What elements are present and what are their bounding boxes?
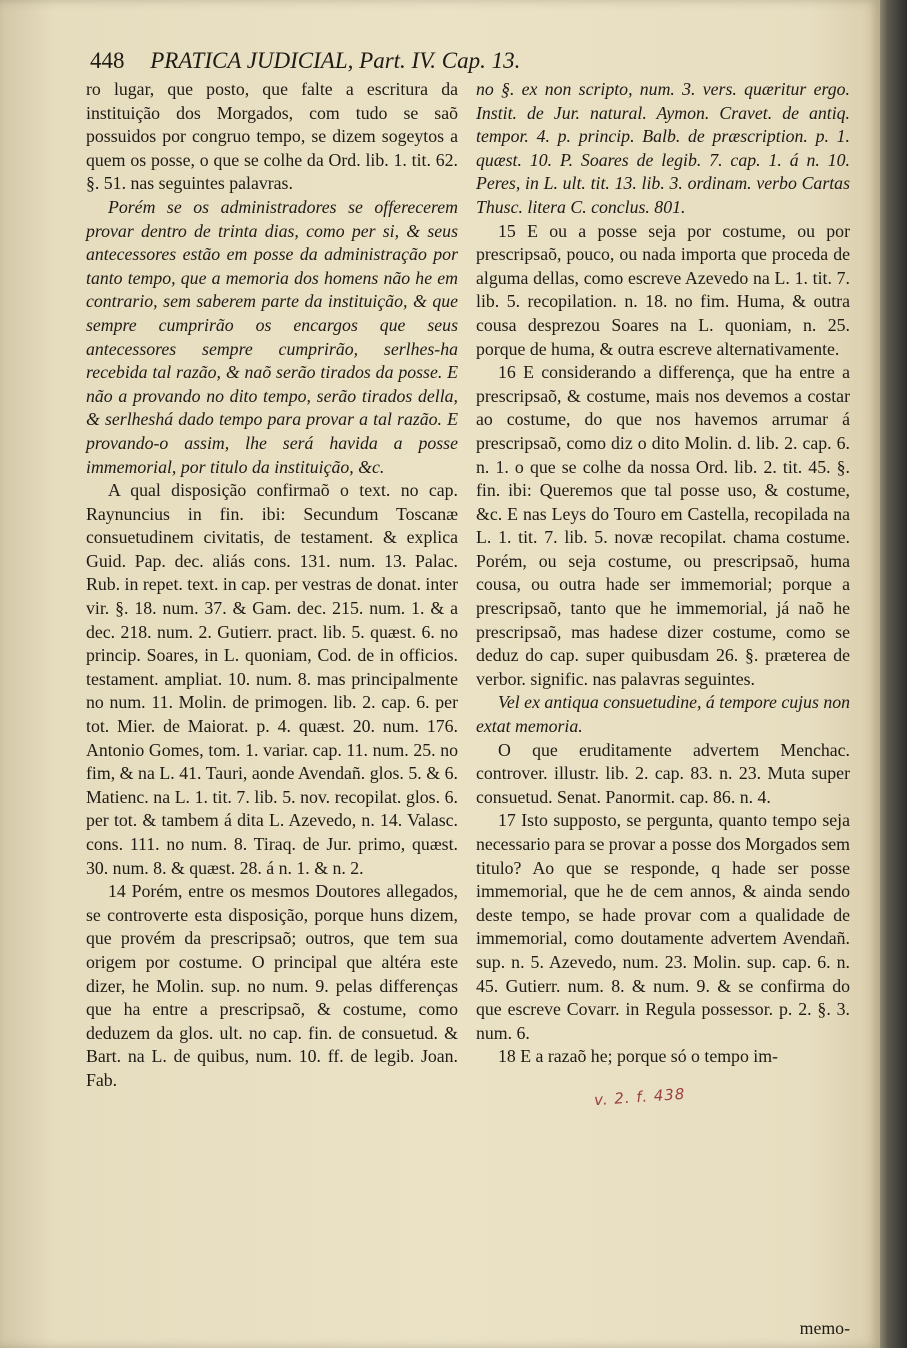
running-title: PRATICA JUDICIAL, Part. IV. Cap. 13. <box>150 48 521 73</box>
right-column <box>476 78 850 1069</box>
paragraph: O que eruditamente advertem Menchac. controver. illustr. lib. 2. cap. 83. n. 23. Muta super consuetud. Senat. Panormit. cap. 86. n. 4. <box>476 739 850 807</box>
catchword: memo- <box>799 1318 850 1338</box>
paragraph-17: 17 Isto supposto, se pergunta, quanto tempo seja necessario para se provar a posse dos Morgados sem titulo? Ao que se responde, q hade ser posse immemorial, que he de cem annos, & ainda sendo deste tempo, se hade provar com a qualidade de immemorial, como doutamente advertem Avendañ. sup. n. 5. Azevedo, num. 23. Molin. sup. cap. 6. n. 45. Gutierr. num. 8. & num. 9. & se confirma do que escreve Covarr. in Regula possessor. p. 2. §. 3. num. 6. <box>476 810 850 1043</box>
paragraph: A qual disposição confirmaõ o text. no cap. Raynuncius in fin. ibi: Secundum Toscanæ consuetudinem civitatis, de testament. & explica Guid. Pap. dec. aliás cons. 131. num. 13. Palac. Rub. in repet. text. in cap. per vestras de donat. inter vir. §. 18. num. 37. & Gam. dec. 215. num. 1. & a dec. 218. num. 2. Gutierr. pract. lib. 5. quæst. 6. no princip. Soares, in L. quoniam, Cod. de in officios. testament. ampliat. 10. num. 8. mas principalmente no num. 11. Molin. de primogen. lib. 2. cap. 6. per tot. Mier. de Maiorat. p. 4. quæst. 20. num. 176. Antonio Gomes, tom. 1. variar. cap. 11. num. 25. no fim, & na L. 41. Tauri, aonde Avendañ. glos. 5. & 6. Matienc. na L. 1. tit. 7. lib. 5. nov. recopilat. glos. 6. per tot. & tambem á dita L. Azevedo, n. 14. Valasc. cons. 111. no num. 8. Tiraq. de Jur. primo, quæst. 30. num. 8. & quæst. 28. á n. 1. & n. 2. <box>86 480 458 878</box>
running-header <box>90 48 850 74</box>
page-number: 448 <box>90 48 125 73</box>
quoted-ordinance: Porém se os administradores se offerecerem provar dentro de trinta dias, como per si, & seus antecessores estão em posse da administração por tanto tempo, que a memoria dos homens não he em contrario, sem saberem parte da instituição, & que sempre cumprirão os encargos que seus antecessores sempre cumprirão, serlhes-ha recebida tal razão, & naõ serão tirados da posse. E não a provando no dito tempo, serão tirados della, & serlheshá dado tempo para provar a tal razão. E provando-o assim, lhe será havida a posse immemorial, por titulo da instituição, &c. <box>86 196 458 477</box>
paragraph-16: 16 E considerando a differença, que ha entre a prescripsaõ, & costume, mais nos devemos a costar ao costume, do que nos havemos arrumar á prescripsaõ, como diz o dito Molin. d. lib. 2. cap. 6. n. 1. o que se colhe da nossa Ord. lib. 2. tit. 45. §. fin. ibi: Queremos que tal posse uso, & costume, &c. E nas Leys do Touro em Castella, recopilada na L. 1. tit. 7. lib. 5. novæ recopilat. chama costume. Porém, ou seja costume, ou prescripsaõ, huma cousa, ou outra hade ser immemorial; porque a prescripsaõ, tanto que he immemorial, já naõ he prescripsaõ, mas hadese dizer costume, como se deduz do cap. super quibusdam 26. §. præterea de verbor. signific. nas palavras seguintes. <box>476 362 850 689</box>
handwritten-annotation: v. 2. f. 438 <box>593 1084 686 1110</box>
page-edge <box>880 0 907 1348</box>
latin-quote: Vel ex antiqua consuetudine, á tempore cujus non extat memoria. <box>476 692 850 737</box>
left-column <box>86 78 458 1093</box>
paragraph-14: 14 Porém, entre os mesmos Doutores allegados, se controverte esta disposição, porque huns dizem, que provém da prescripsaõ; outros, que tem sua origem por costume. O principal que altéra este dizer, he Molin. sup. no num. 9. pelas differenças que ha entre a prescripsaõ, & costume, como deduzem da glos. ult. no cap. fin. de consuetud. & Bart. na L. de quibus, num. 10. ff. de legib. Joan. Fab. <box>86 881 458 1090</box>
paragraph: no §. ex non scripto, num. 3. vers. quæritur ergo. Instit. de Jur. natural. Aymon. Cravet. de antiq. tempor. 4. p. princip. Balb. de præscription. p. 1. quæst. 10. P. Soares de legib. 7. cap. 1. á n. 10. Peres, in L. ult. tit. 13. lib. 3. ordinam. verbo Cartas Thusc. litera C. conclus. 801. <box>476 79 850 217</box>
paragraph-18: 18 E a razaõ he; porque só o tempo im- <box>498 1046 778 1067</box>
paragraph: ro lugar, que posto, que falte a escritura da instituição dos Morgados, com tudo se saõ possuidos por congruo tempo, se dizem sogeytos a quem os posse, o que se colhe da Ord. lib. 1. tit. 62. §. 51. nas seguintes palavras. <box>86 79 458 194</box>
paragraph-15: 15 E ou a posse seja por costume, ou por prescripsaõ, pouco, ou nada importa que proceda de alguma dellas, como escreve Azevedo na L. 1. tit. 7. lib. 5. recopilation. n. 18. no fim. Huma, & outra cousa desprezou Soares na L. quoniam, n. 25. porque de huma, & outra escreve alternativamente. <box>476 220 850 359</box>
